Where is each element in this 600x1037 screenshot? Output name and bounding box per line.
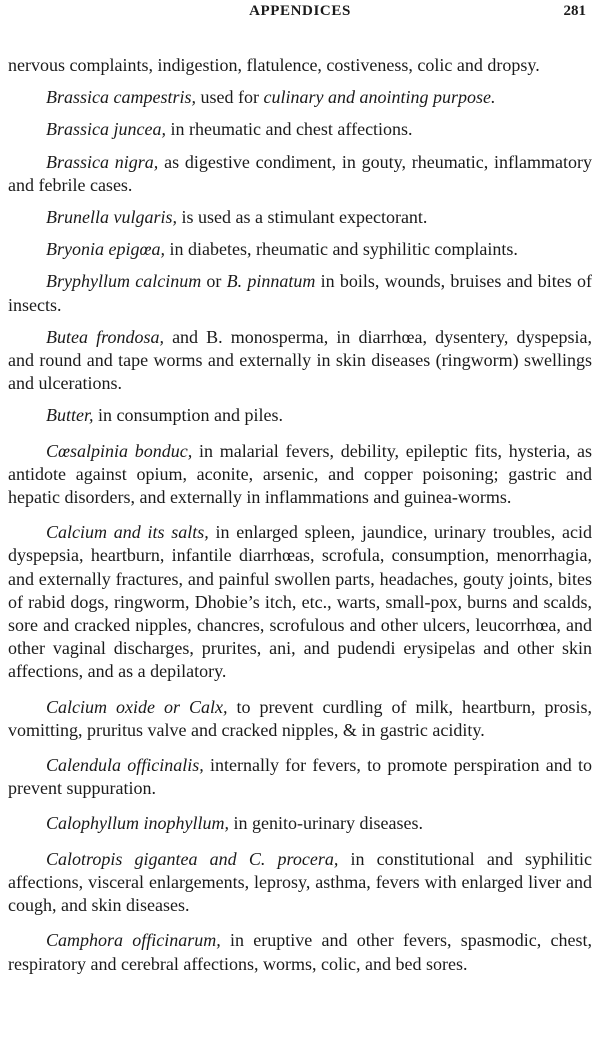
entry-paragraph — [8, 326, 592, 396]
entry-paragraph — [8, 440, 592, 510]
entry-paragraph — [8, 270, 592, 316]
entry-text: internally for fevers, to promote perspiration and to prevent suppuration. — [8, 755, 592, 799]
page-number: 281 — [563, 3, 586, 19]
entry-text: in genito-urinary diseases. — [229, 813, 423, 834]
page-body — [8, 54, 592, 976]
entry-text: in eruptive and other fevers, spasmodic, chest, respiratory and cerebral affections, worms, colic, and bed sores. — [8, 930, 592, 974]
running-title: APPENDICES — [249, 3, 351, 19]
entry-term: Bryonia epigœa, — [46, 239, 165, 260]
entry-paragraph — [8, 812, 592, 835]
entry-term: Calophyllum inophyllum, — [46, 813, 229, 834]
entry-term: Brassica nigra, — [46, 151, 159, 172]
entry-paragraph — [8, 929, 592, 975]
entry-term: Bryphyllum calcinum — [46, 271, 202, 292]
entry-term: Brassica campestris, — [46, 87, 196, 108]
entry-term-secondary: B. pinnatum — [226, 271, 316, 292]
entry-text: in rheumatic and chest affections. — [165, 119, 413, 140]
entry-term: Calcium and its salts, — [46, 522, 209, 543]
running-header — [8, 3, 592, 25]
entry-term: Brassica juncea, — [46, 119, 166, 140]
entry-text: is used as a stimulant expectorant. — [177, 207, 428, 228]
entry-paragraph — [8, 151, 592, 197]
entry-text: in malarial fevers, debility, epileptic fits, hysteria, as antidote against opium, aconite, arsenic, and copper poisoning; gastric and hepatic disorders, and externally in inflammations and guinea-worms. — [8, 440, 592, 508]
book-page — [0, 3, 600, 1037]
entry-text: nervous complaints, indigestion, flatulence, costiveness, colic and dropsy. — [8, 55, 540, 75]
entry-text: in enlarged spleen, jaundice, urinary troubles, acid dyspepsia, heartburn, infantile diarrhœas, scrofula, consumption, menorrhagia, and externally fractures, and painful swollen parts, headaches, gouty joints, bites of rabid dogs, ringworm, Dhobie’s itch, etc., warts, small-pox, burns and scalds, sore and cracked nipples, chancres, scrofulous and other ulcers, leucorrhœa, and other vaginal discharges, prurites, ani, and pudendi erysipelas and other skin affections, and as a depilatory. — [8, 522, 592, 682]
entry-text-secondary: in boils, wounds, bruises and bites of insects. — [8, 271, 593, 315]
entry-paragraph — [8, 118, 592, 141]
entry-paragraph — [8, 521, 592, 683]
entry-text: in constitutional and syphilitic affections, visceral enlargements, leprosy, asthma, fevers with enlarged liver and cough, and skin diseases. — [8, 848, 592, 916]
entry-text: in diabetes, rheumatic and syphilitic complaints. — [165, 239, 518, 260]
entry-term: Calcium oxide or Calx, — [46, 696, 228, 717]
entry-text: or — [201, 271, 227, 292]
entry-term: Brunella vulgaris, — [46, 207, 177, 228]
entry-text: used for — [196, 87, 264, 108]
entry-paragraph — [8, 54, 592, 77]
entry-text: to prevent curdling of milk, heartburn, prosis, vomitting, pruritus valve and cracked nipples, & in gastric acidity. — [8, 696, 592, 740]
entry-paragraph — [8, 206, 592, 229]
entry-term: Butter, — [46, 405, 94, 426]
entry-paragraph — [8, 848, 592, 918]
entry-paragraph — [8, 86, 592, 109]
entry-term-secondary: culinary and anointing purpose. — [263, 87, 496, 108]
entry-paragraph — [8, 696, 592, 742]
entry-paragraph — [8, 754, 592, 800]
entry-paragraph — [8, 404, 592, 427]
entry-term: Calotropis gigantea and C. procera, — [46, 848, 339, 869]
entry-text: in consumption and piles. — [93, 405, 283, 426]
entry-term: Camphora officinarum, — [46, 930, 221, 951]
entry-text: and B. monosperma, in diarrhœa, dysentery, dyspepsia, and round and tape worms and externally in skin diseases (ringworm) swellings and ulcerations. — [8, 326, 593, 394]
entry-text: as digestive condiment, in gouty, rheumatic, inflammatory and febrile cases. — [8, 151, 592, 195]
entry-term: Butea frondosa, — [46, 326, 164, 347]
entry-term: Cœsalpinia bonduc, — [46, 440, 193, 461]
entry-term: Calendula officinalis, — [46, 755, 204, 776]
entry-paragraph — [8, 238, 592, 261]
